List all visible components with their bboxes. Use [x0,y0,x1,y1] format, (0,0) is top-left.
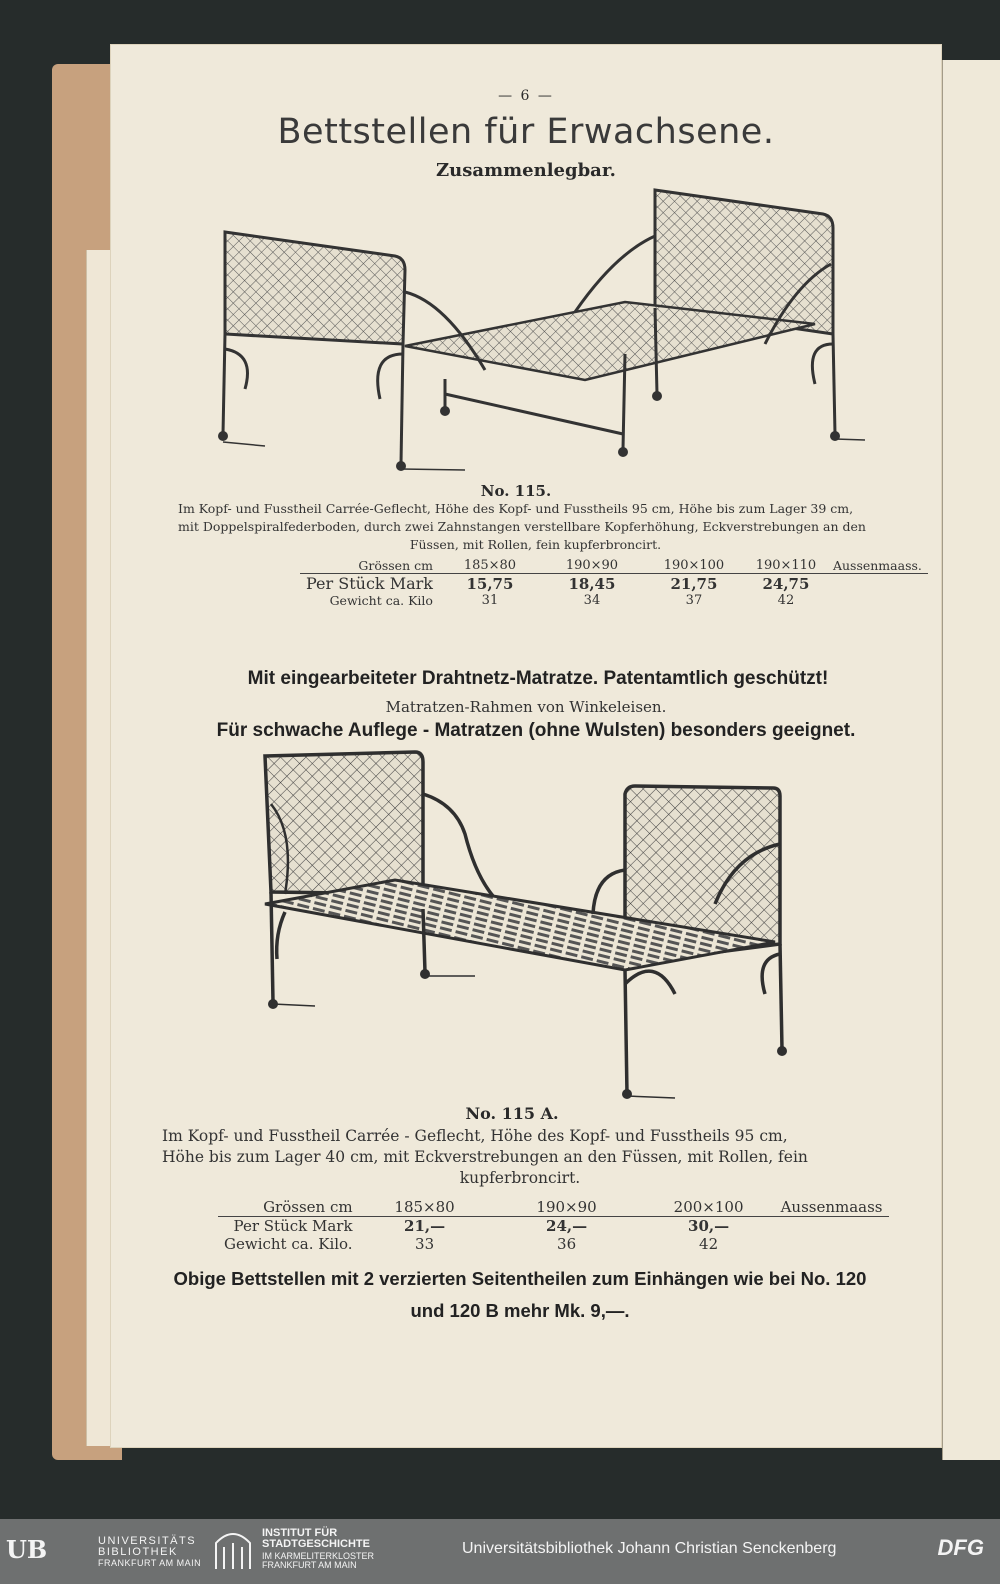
page-subtitle: Zusammenlegbar. [436,160,616,181]
price-cell: 18,45 [568,574,616,593]
institute-title [262,1528,370,1550]
size-cell: 185×80 [394,1198,455,1216]
mattress-note-line1: Mit eingearbeiteter Drahtnetz-Matratze. Patentamtlich geschützt! [247,668,829,689]
closing-note-line2: und 120 B mehr Mk. 9,—. [410,1300,630,1321]
product-115-description [178,500,893,554]
size-cell: 190×90 [565,558,619,573]
dfg-logo: DFG [937,1535,984,1560]
price-row [218,1217,889,1236]
product-115a-desc-line3: kupferbroncirt. [459,1169,581,1187]
inst-line4: FRANKFURT AM MAIN [262,1560,357,1570]
sizes-suffix: Aussenmaass [780,1198,883,1216]
weight-cell: 31 [481,593,499,608]
institute-logo-icon [212,1529,254,1571]
product-115a-model: No. 115 A. [465,1104,559,1123]
size-cell: 190×110 [755,558,817,573]
product-115-desc-line1: Im Kopf- und Fusstheil Carrée-Geflecht, Höhe des Kopf- und Fusstheils 95 cm, Höhe bis zum Lager 39 cm, [178,501,854,516]
sizes-suffix: Aussenmaass. [832,558,922,573]
weight-cell: 37 [685,593,703,608]
weight-cell: 34 [583,593,601,608]
library-name: Universitätsbibliothek Johann Christian Senckenberg [462,1540,837,1557]
weight-row [300,593,928,608]
size-cell: 190×90 [536,1198,597,1216]
weight-cell: 33 [415,1235,435,1253]
price-label: Per Stück Mark [306,574,433,593]
price-cell: 24,— [546,1217,588,1235]
product-115a-spec-table [218,1198,889,1253]
size-cell: 185×80 [463,558,517,573]
price-cell: 21,75 [670,574,718,593]
price-label: Per Stück Mark [233,1217,353,1235]
ub-line3: FRANKFURT AM MAIN [98,1558,202,1568]
price-cell: 30,— [688,1217,730,1235]
inst-line1: INSTITUT FÜR [262,1527,338,1539]
closing-note-line1: Obige Bettstellen mit 2 verzierten Seitentheilen zum Einhängen wie bei No. 120 [173,1268,867,1289]
mattress-note-line3: Für schwache Auflege - Matratzen (ohne Wulsten) besonders geeignet. [216,720,856,741]
ub-line2: BIBLIOTHEK [98,1546,178,1558]
price-row [300,574,928,594]
product-115a-desc-line2: Höhe bis zum Lager 40 cm, mit Eckverstrebungen an den Füssen, mit Rollen, fein [162,1148,808,1166]
institute-subtitle [262,1552,374,1570]
size-cell: 190×100 [663,558,725,573]
inst-line2: STADTGESCHICHTE [262,1538,370,1550]
price-cell: 24,75 [762,574,810,593]
product-115-desc-line3: Füssen, mit Rollen, fein kupferbroncirt. [409,537,662,552]
weight-label: Gewicht ca. Kilo [329,593,433,608]
bed-illustration-115 [205,184,865,474]
product-115a-description [162,1126,878,1189]
product-115-model: No. 115. [480,482,552,500]
size-cell: 200×100 [673,1198,744,1216]
facing-page-edge [942,60,1000,1460]
sizes-row [300,558,928,574]
weight-row [218,1235,889,1253]
inst-line3: IM KARMELITERKLOSTER [262,1551,375,1561]
page-title: Bettstellen für Erwachsene. [277,112,775,152]
ub-logo-text [98,1536,201,1569]
weight-label: Gewicht ca. Kilo. [224,1235,353,1253]
weight-cell: 42 [777,593,795,608]
page-number: — 6 — [498,88,554,104]
product-115a-desc-line1: Im Kopf- und Fusstheil Carrée - Geflecht, Höhe des Kopf- und Fusstheils 95 cm, [162,1127,788,1145]
footer-bar [0,1519,1000,1584]
weight-cell: 42 [699,1235,719,1253]
product-115-desc-line2: mit Doppelspiralfederboden, durch zwei Zahnstangen verstellbare Kopferhöhung, Eckverstrebungen an den [178,519,866,534]
sizes-row [218,1198,889,1217]
ub-logo: UB [6,1535,48,1564]
bed-illustration-115a [255,744,795,1104]
weight-cell: 36 [557,1235,577,1253]
mattress-note-line2: Matratzen-Rahmen von Winkeleisen. [385,698,667,716]
product-115-spec-table [300,558,928,608]
document-page [110,44,942,1448]
ub-line1: UNIVERSITÄTS [98,1535,197,1547]
price-cell: 21,— [404,1217,446,1235]
sizes-label: Grössen cm [263,1198,353,1216]
price-cell: 15,75 [466,574,514,593]
sizes-label: Grössen cm [358,558,433,573]
